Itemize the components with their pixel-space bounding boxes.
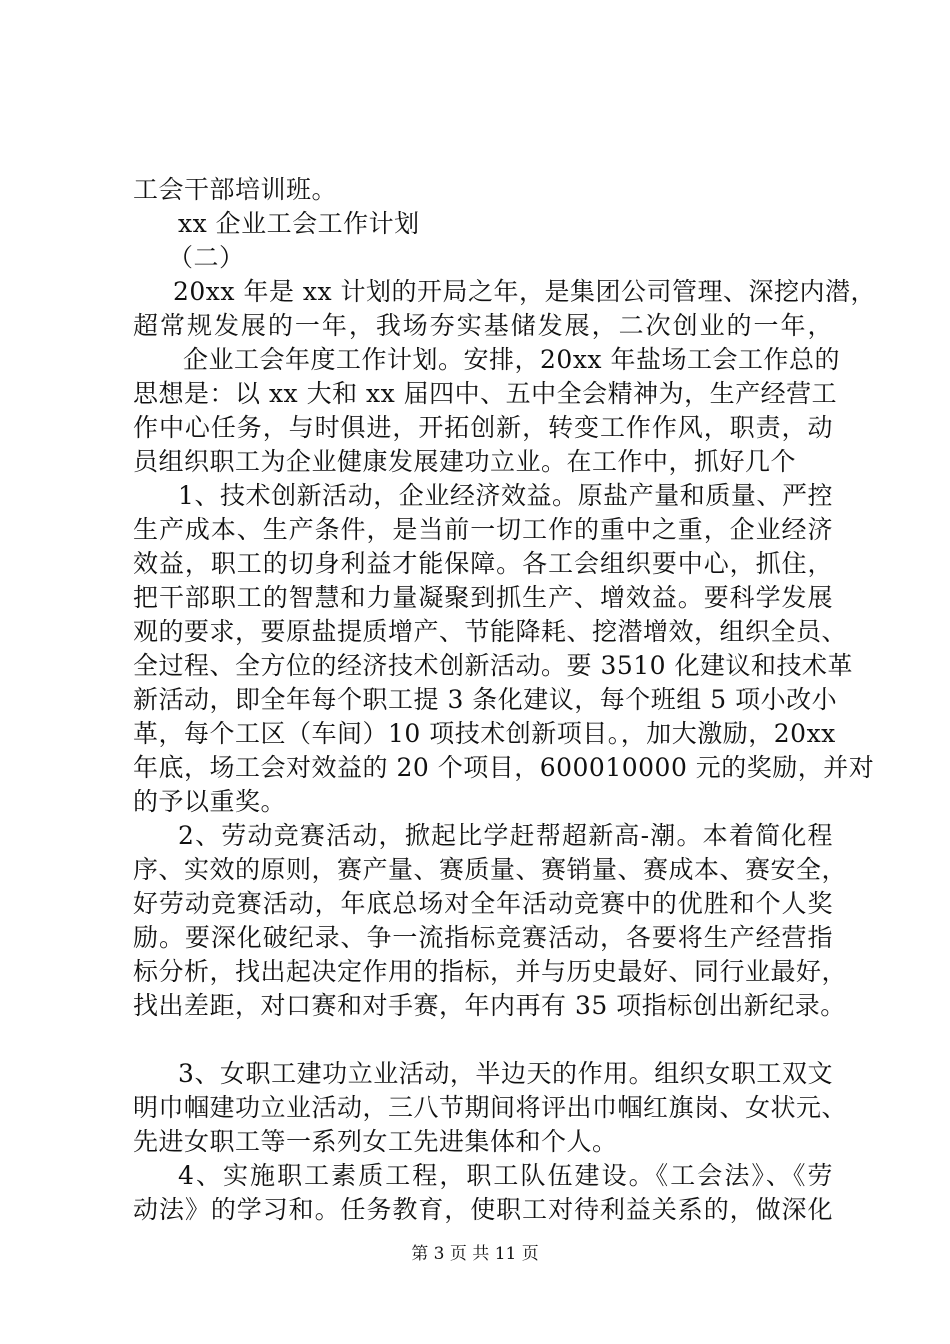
item-2-line-5: 标分析，找出起决定作用的指标，并与历史最好、同行业最好， xyxy=(133,957,848,986)
section-title: xx 企业工会工作计划 xyxy=(178,209,420,238)
item-1-line-2: 生产成本、生产条件，是当前一切工作的重中之重，企业经济 xyxy=(133,515,833,544)
item-4-line-2: 动法》的学习和。任务教育，使职工对待利益关系的，做深化 xyxy=(133,1195,833,1224)
item-1-line-7: 新活动，即全年每个职工提 3 条化建议，每个班组 5 项小改小 xyxy=(133,685,838,714)
text-line-1: 工会干部培训班。 xyxy=(133,175,338,204)
item-1-line-4: 把干部职工的智慧和力量凝聚到抓生产、增效益。要科学发展 xyxy=(133,583,833,612)
page-number-footer: 第 3 页 共 11 页 xyxy=(411,1244,539,1264)
item-3-line-1: 3、女职工建功立业活动，半边天的作用。组织女职工双文 xyxy=(178,1059,833,1088)
paragraph-1-line-1: 20xx 年是 xx 计划的开局之年，是集团公司管理、深挖内潜， xyxy=(173,277,877,306)
section-subtitle: （二） xyxy=(168,243,245,272)
item-2-line-4: 励。要深化破纪录、争一流指标竞赛活动，各要将生产经营指 xyxy=(133,923,833,952)
item-1-line-1: 1、技术创新活动，企业经济效益。原盐产量和质量、严控 xyxy=(178,481,833,510)
item-1-line-3: 效益，职工的切身利益才能保障。各工会组织要中心，抓住， xyxy=(133,549,833,578)
paragraph-1-line-2: 超常规发展的一年，我场夯实基储发展，二次创业的一年， xyxy=(133,311,833,340)
item-3-line-3: 先进女职工等一系列女工先进集体和个人。 xyxy=(133,1127,618,1156)
paragraph-2-line-3: 作中心任务，与时俱进，开拓创新，转变工作作风，职责，动 xyxy=(133,413,833,442)
item-2-line-6: 找出差距，对口赛和对手赛，年内再有 35 项指标创出新纪录。 xyxy=(133,991,846,1020)
item-1-line-9: 年底，场工会对效益的 20 个项目，600010000 元的奖励，并对 xyxy=(133,753,875,782)
item-4-line-1: 4、实施职工素质工程，职工队伍建设。《工会法》、《劳 xyxy=(178,1161,833,1190)
item-1-line-10: 的予以重奖。 xyxy=(133,787,287,816)
item-2-line-2: 序、实效的原则，赛产量、赛质量、赛销量、赛成本、赛安全， xyxy=(133,855,848,884)
item-1-line-6: 全过程、全方位的经济技术创新活动。要 3510 化建议和技术革 xyxy=(133,651,854,680)
paragraph-2-line-1: 企业工会年度工作计划。安排，20xx 年盐场工会工作总的 xyxy=(183,345,840,374)
paragraph-2-line-2: 思想是：以 xx 大和 xx 届四中、五中全会精神为，生产经营工 xyxy=(133,379,838,408)
item-3-line-2: 明巾帼建功立业活动，三八节期间将评出巾帼红旗岗、女状元、 xyxy=(133,1093,848,1122)
item-1-line-8: 革，每个工区（车间）10 项技术创新项目。，加大激励，20xx xyxy=(133,719,836,748)
item-2-line-3: 好劳动竞赛活动，年底总场对全年活动竞赛中的优胜和个人奖 xyxy=(133,889,833,918)
item-2-line-1: 2、劳动竞赛活动，掀起比学赶帮超新高-潮。本着简化程 xyxy=(178,821,833,850)
item-1-line-5: 观的要求，要原盐提质增产、节能降耗、挖潜增效，组织全员、 xyxy=(133,617,848,646)
paragraph-2-line-4: 员组织职工为企业健康发展建功立业。在工作中，抓好几个 xyxy=(133,447,797,476)
